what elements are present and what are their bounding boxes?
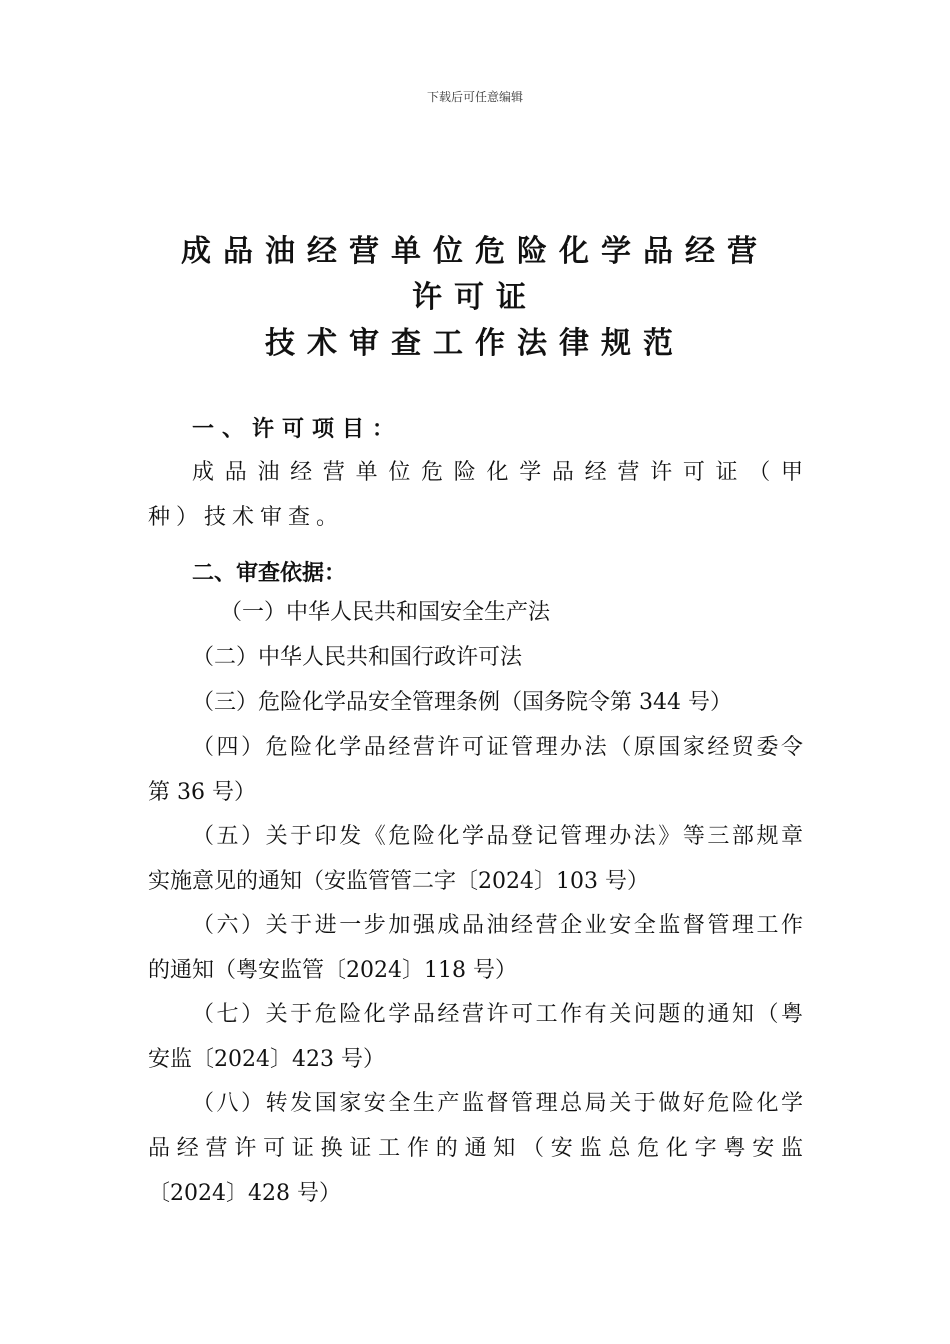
basis-item-4 — [148, 725, 803, 815]
basis-item-7-line-1: （七）关于危险化学品经营许可工作有关问题的通知（粤 — [192, 1002, 803, 1027]
basis-item-3-line-1: （三）危险化学品安全管理条例（国务院令第 344 号） — [192, 690, 732, 715]
basis-item-3 — [148, 680, 803, 725]
basis-item-8-line-1: （八）转发国家安全生产监督管理总局关于做好危险化学 — [192, 1091, 803, 1116]
section-1-body — [148, 450, 803, 540]
basis-item-6 — [148, 903, 803, 993]
section-1-body-line-1: 成品油经营单位危险化学品经营许可证（甲 — [192, 460, 803, 485]
section-2-heading: 二、审查依据： — [192, 561, 347, 586]
basis-item-4-line-2: 第 36 号） — [148, 780, 256, 805]
basis-item-1-line-1: （一）中华人民共和国安全生产法 — [220, 600, 551, 625]
document-title-line-1: 成品油经营单位危险化学品经营 — [181, 234, 769, 269]
basis-item-7-line-2: 安监〔2024〕423 号） — [148, 1047, 385, 1072]
basis-item-7 — [148, 992, 803, 1082]
basis-item-8-line-3: 〔2024〕428 号） — [148, 1181, 341, 1206]
basis-item-2-line-1: （二）中华人民共和国行政许可法 — [192, 645, 523, 670]
basis-item-6-line-1: （六）关于进一步加强成品油经营企业安全监督管理工作 — [192, 913, 803, 938]
basis-item-1 — [148, 590, 803, 635]
basis-item-2 — [148, 635, 803, 680]
basis-item-5-line-2: 实施意见的通知（安监管管二字〔2024〕103 号） — [148, 869, 649, 894]
basis-item-6-line-2: 的通知（粤安监管〔2024〕118 号） — [148, 958, 517, 983]
page-header-note: 下载后可任意编辑 — [426, 90, 523, 104]
basis-item-8-line-2: 品经营许可证换证工作的通知（安监总危化字粤安监 — [148, 1136, 803, 1161]
basis-item-5 — [148, 814, 803, 904]
basis-item-4-line-1: （四）危险化学品经营许可证管理办法（原国家经贸委令 — [192, 735, 803, 760]
document-title-line-3: 技术审查工作法律规范 — [265, 326, 685, 361]
basis-item-8 — [148, 1081, 803, 1216]
section-1-body-line-2: 种）技术审查。 — [148, 505, 345, 530]
section-1-heading: 一、许可项目： — [192, 417, 403, 442]
document-title-line-2: 许可证 — [412, 280, 538, 315]
basis-item-5-line-1: （五）关于印发《危险化学品登记管理办法》等三部规章 — [192, 824, 803, 849]
